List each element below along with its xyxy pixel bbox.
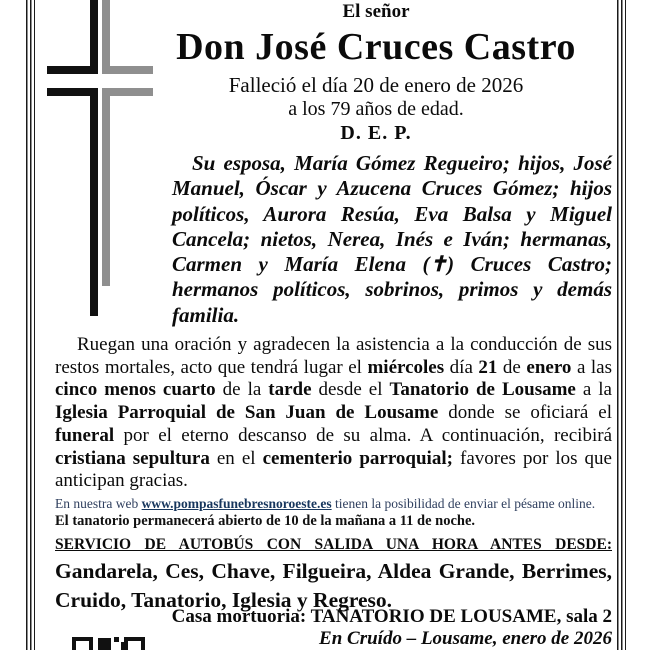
qr-module-dot [114,637,119,642]
death-date-line: Falleció el día 20 de enero de 2026 [228,73,524,97]
qr-code-icon [72,637,145,650]
cross-arm1-black [47,66,98,74]
frame-border-left [26,0,36,650]
cross-vertical-black-bottom [90,96,98,316]
casa-mortuoria-line: Casa mortuoria: TANATORIO DE LOUSAME, sala 2 [171,606,612,627]
bus-service-heading: SERVICIO DE AUTOBÚS CON SALIDA UNA HORA ANTES DESDE: [55,536,612,553]
qr-module-dot2 [121,642,127,650]
web-line-suffix: tienen la posibilidad de enviar el pésame online. [331,496,596,511]
condolences-url-link[interactable]: www.pompasfunebresnoroeste.es [141,496,332,511]
cross-vertical-gray-top [102,0,110,66]
qr-finder-topright [124,637,145,650]
qr-module-blob [98,638,111,650]
web-condolences-line [55,496,612,512]
pre-title: El señor [342,1,410,22]
deceased-name: Don José Cruces Castro [176,26,576,68]
cross-arm2-black [47,88,98,96]
tanatorio-hours-line: El tanatorio permanecerá abierto de 10 de la mañana a 11 de noche. [55,513,476,529]
cross-vertical-black-top [90,0,98,66]
funeral-details-paragraph: Ruegan una oración y agradecen la asistencia a la conducción de sus restos mortales, acto que tendrá lugar el miércoles día 21 de enero a las cinco menos cuarto de la tarde desde el Tanatorio de Lousame a la Iglesia Parroquial de San Juan de Lousame donde se oficiará el funeral por el eterno descanso de su alma. A continuación, recibirá cristiana sepultura en el cementerio parroquial; favores por los que anticipan gracias. [55,334,613,492]
cross-vertical-gray-bottom [102,96,110,286]
family-paragraph: Su esposa, María Gómez Regueiro; hijos, José Manuel, Óscar y Azucena Cruces Gómez; hijos políticos, Aurora Resúa, Eva Balsa y Miguel Cancela; nietos, Nerea, Inés e Iván; hermanas, Carmen y María Elena (✝) Cruces Castro; hermanos políticos, sobrinos, primos y demás familia. [172,151,612,327]
bus-service-stops: Gandarela, Ces, Chave, Filgueira, Aldea Grande, Berrimes, Cruido, Tanatorio, Iglesia y Regreso. [55,559,612,612]
bus-service-paragraph [55,529,612,616]
dep-line: D. E. P. [340,122,412,144]
qr-finder-topleft [72,637,93,650]
web-line-prefix: En nuestra web [55,496,142,511]
age-line: a los 79 años de edad. [288,98,464,120]
place-date-line: En Cruído – Lousame, enero de 2026 [319,628,612,649]
frame-border-right [617,0,627,650]
